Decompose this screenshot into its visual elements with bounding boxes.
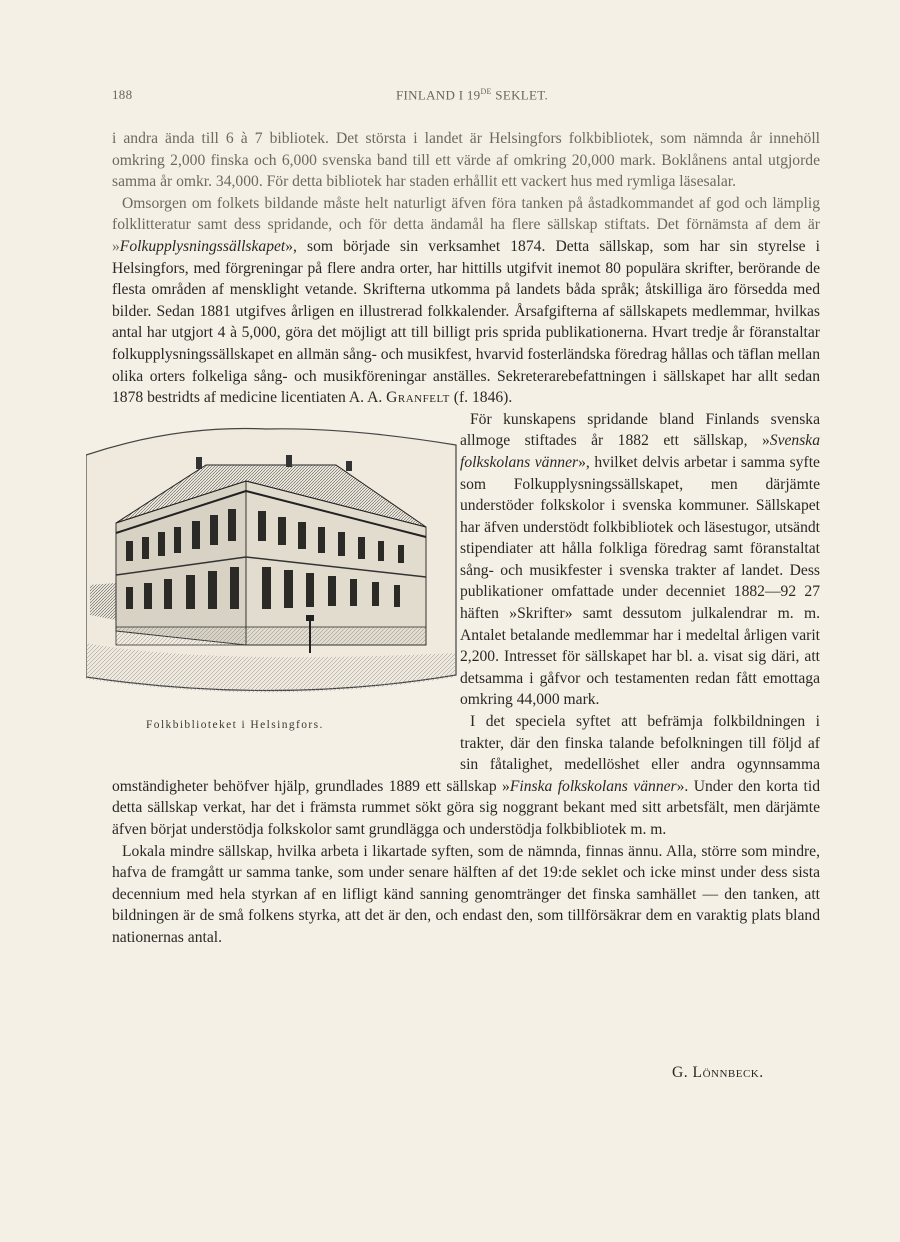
person-name: Granfelt bbox=[386, 389, 450, 407]
paragraph-5: Lokala mindre sällskap, hvilka arbeta i likartade syften, som de nämnda, finnas ännu. Alla, större som mindre, hafva de framgått ur samma tanke, som under senare hälften af det 19:de seklet och icke minst under dess sista decennium med hela styrkan af en lifligt känd sanning genomtränger det finska samhället — den tanken, att bildningen är de små folkens styrka, att det är den, och endast den, som tillförsäkrar dem en varaktig plats bland nationernas antal. bbox=[112, 842, 820, 946]
paragraph-4: I det speciela syftet att befrämja folkbildningen i trakter, där den finska talande befolkningen till följd af sin fåtalighet, medellöshet eller andra ogynnsamma omständigheter behöfver hjälp, grundlades 1889 ett sällskap »Finska folkskolans vänner». Under den korta tid detta sällskap verkat, har det i främsta rummet sökt göra sig noggrant bekant med sitt arbetsfält, men därjämte äfven börjat understödja folkskolor samt grundlägga och understödja folkbibliotek m. m. bbox=[112, 713, 820, 838]
author-signature: G. Lönnbeck. bbox=[672, 1064, 764, 1081]
library-building-engraving bbox=[86, 415, 464, 705]
page-number: 188 bbox=[112, 87, 133, 102]
page-header bbox=[112, 87, 788, 107]
article-body bbox=[112, 128, 820, 949]
library-figure bbox=[86, 415, 446, 757]
paragraph-1: i andra ända till 6 à 7 bibliotek. Det största i landet är Helsingfors folkbibliotek, som nämnda år innehöll omkring 2,000 finska och 6,000 svenska band till ett värde af omkring 20,000 mark. Boklånens antal utgjorde samma år omkr. 34,000. För detta bibliotek har staden erhållit ett vackert hus med rymliga läsesalar. bbox=[112, 130, 820, 191]
running-title: FINLAND I 19DE SEKLET. bbox=[396, 87, 549, 103]
society-name: Finska folkskolans vänner bbox=[509, 777, 677, 795]
society-name: Folkupplysningssällskapet bbox=[119, 237, 286, 255]
society-name: Svenska folkskolans vänner bbox=[460, 432, 820, 471]
paragraph-3: För kunskapens spridande bland Finlands svenska allmoge stiftades år 1882 ett sällskap, »Svenska folkskolans vänner», hvilket delvis arbetar i samma syfte som Folkupplysningssällskapet, men därjämte understöder folkskolor i svenska kommuner. Sällskapet har äfven understödt folkbibliotek och läsestugor, utsändt stipendiater att hålla folkliga föredrag samt föranstaltat sång- och musikfester i svenska trakter af landet. Dess publikationer omfattade under decenniet 1882—92 27 häften »Skrifter» samt dessutom julkalendrar m. m. Antalet betalande medlemmar har i medeltal årligen varit 2,200. Intresset för sällskapet har bl. a. visat sig däri, att detsamma i gåfvor och testamenten redan fått emottaga omkring 44,000 mark. bbox=[460, 410, 820, 709]
paragraph-2: Omsorgen om folkets bildande måste helt naturligt äfven föra tanken på åstadkommandet af god och lämplig folklitteratur samt dess spridande, och för detta ändamål ha flere sällskap stiftats. Det förnämsta af dem är »Folkupplysningssällskapet», som började sin verksamhet 1874. Detta sällskap, som har sin styrelse i Helsingfors, med förgreningar på flere andra orter, har hittills utgifvit inemot 80 populära skrifter, berörande de flesta områden af mensklight vetande. Skrifterna utkomma på landets båda språk; åtskilliga äro försedda med bilder. Sedan 1881 utgifves årligen en illustrerad folkkalender. Årsafgifterna af sällskapets medlemmar, hvilkas antal har utgjort 4 à 5,000, göra det möjligt att till billigt pris sprida publikationerna. Hvart tredje år föranstaltar folkupplysningssällskapet en allmän sång- och musikfest, hvarvid fosterländska föredrag hållas och täflan mellan olika orters folkeliga sång- och musikföreningar anställes. Sekreterarebefattningen i sällskapet har allt sedan 1878 bestridts af medicine licentiaten A. A. Granfelt (f. 1846). bbox=[112, 194, 820, 407]
figure-caption: Folkbiblioteket i Helsingfors. bbox=[146, 718, 324, 731]
